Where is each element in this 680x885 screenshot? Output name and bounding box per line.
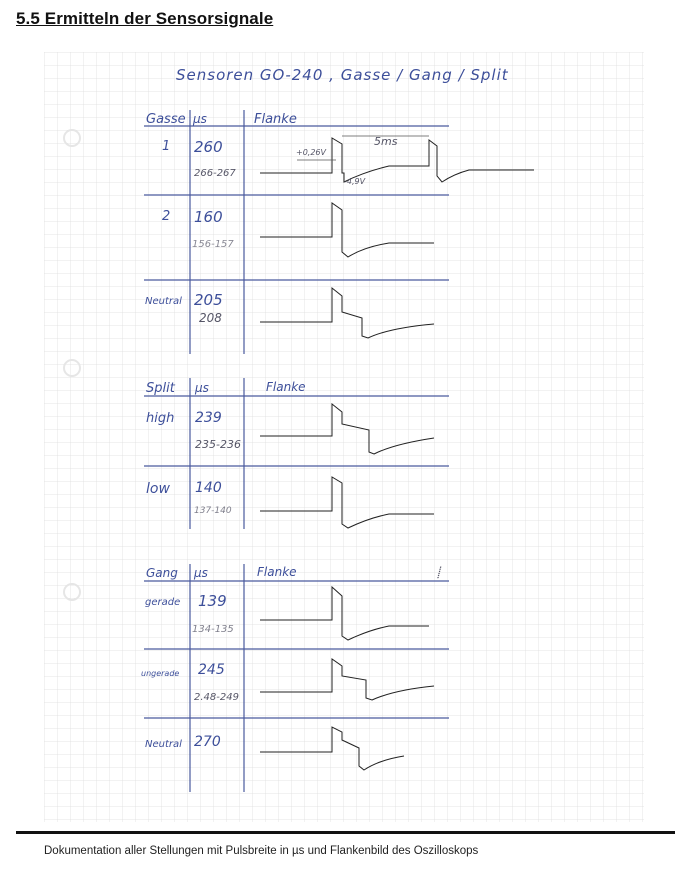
split-row-1-label: high: [146, 411, 175, 426]
split-header-label: Split: [146, 381, 175, 396]
gasse-row-1-label: 1: [162, 139, 171, 154]
stray-pencil-mark: ⸽: [437, 566, 440, 579]
gang-row-1-label: gerade: [145, 597, 181, 608]
notes-title: Sensoren GO-240 , Gasse / Gang / Split: [176, 66, 509, 84]
split-row-1-range: 235-236: [195, 438, 241, 451]
gang-row-2-label: ungerade: [141, 669, 180, 678]
gang-row-3-value: 270: [194, 734, 221, 750]
split-row-2-value: 140: [195, 480, 222, 496]
gang-header-us: µs: [194, 566, 208, 580]
graph-paper: [44, 52, 644, 822]
gang-row-3-label: Neutral: [145, 739, 182, 750]
gang-header-flanke: Flanke: [257, 565, 297, 579]
split-header-us: µs: [195, 381, 209, 395]
gasse-row-3-label: Neutral: [145, 296, 182, 307]
section-heading: 5.5 Ermitteln der Sensorsignale: [16, 9, 274, 28]
gasse-header-us: µs: [193, 112, 207, 126]
split-row-2-range: 137-140: [194, 506, 232, 516]
gasse-row-1-value: 260: [194, 138, 223, 156]
gasse-row-2-value: 160: [194, 208, 223, 226]
gasse-header-flanke: Flanke: [254, 112, 297, 127]
gasse-row-2-label: 2: [162, 209, 171, 224]
gasse-header-label: Gasse: [146, 112, 186, 127]
figure-caption: Dokumentation aller Stellungen mit Pulsbreite in µs und Flankenbild des Oszilloskops: [44, 845, 479, 857]
split-row-2-label: low: [146, 481, 170, 497]
split-row-1-value: 239: [195, 410, 222, 426]
gasse-row-1-range: 266-267: [194, 168, 236, 179]
footer-rule: [16, 831, 675, 834]
gang-row-2-value: 245: [198, 662, 225, 678]
annotation-plus-voltage: +0,26V: [296, 148, 326, 157]
gang-header-label: Gang: [146, 566, 178, 580]
scanned-handwritten-notes: [44, 52, 644, 822]
annotation-5ms: 5ms: [374, 135, 398, 148]
gang-row-2-range: 2.48-249: [194, 692, 239, 703]
gasse-row-2-range: 156-157: [192, 239, 234, 250]
split-header-flanke: Flanke: [266, 380, 306, 394]
gasse-row-3-range: 208: [199, 311, 222, 325]
annotation-minus-voltage: -4,9V: [344, 177, 366, 186]
gang-row-1-value: 139: [198, 592, 227, 610]
gang-row-1-range: 134-135: [192, 624, 234, 635]
gasse-row-3-value: 205: [194, 291, 223, 309]
